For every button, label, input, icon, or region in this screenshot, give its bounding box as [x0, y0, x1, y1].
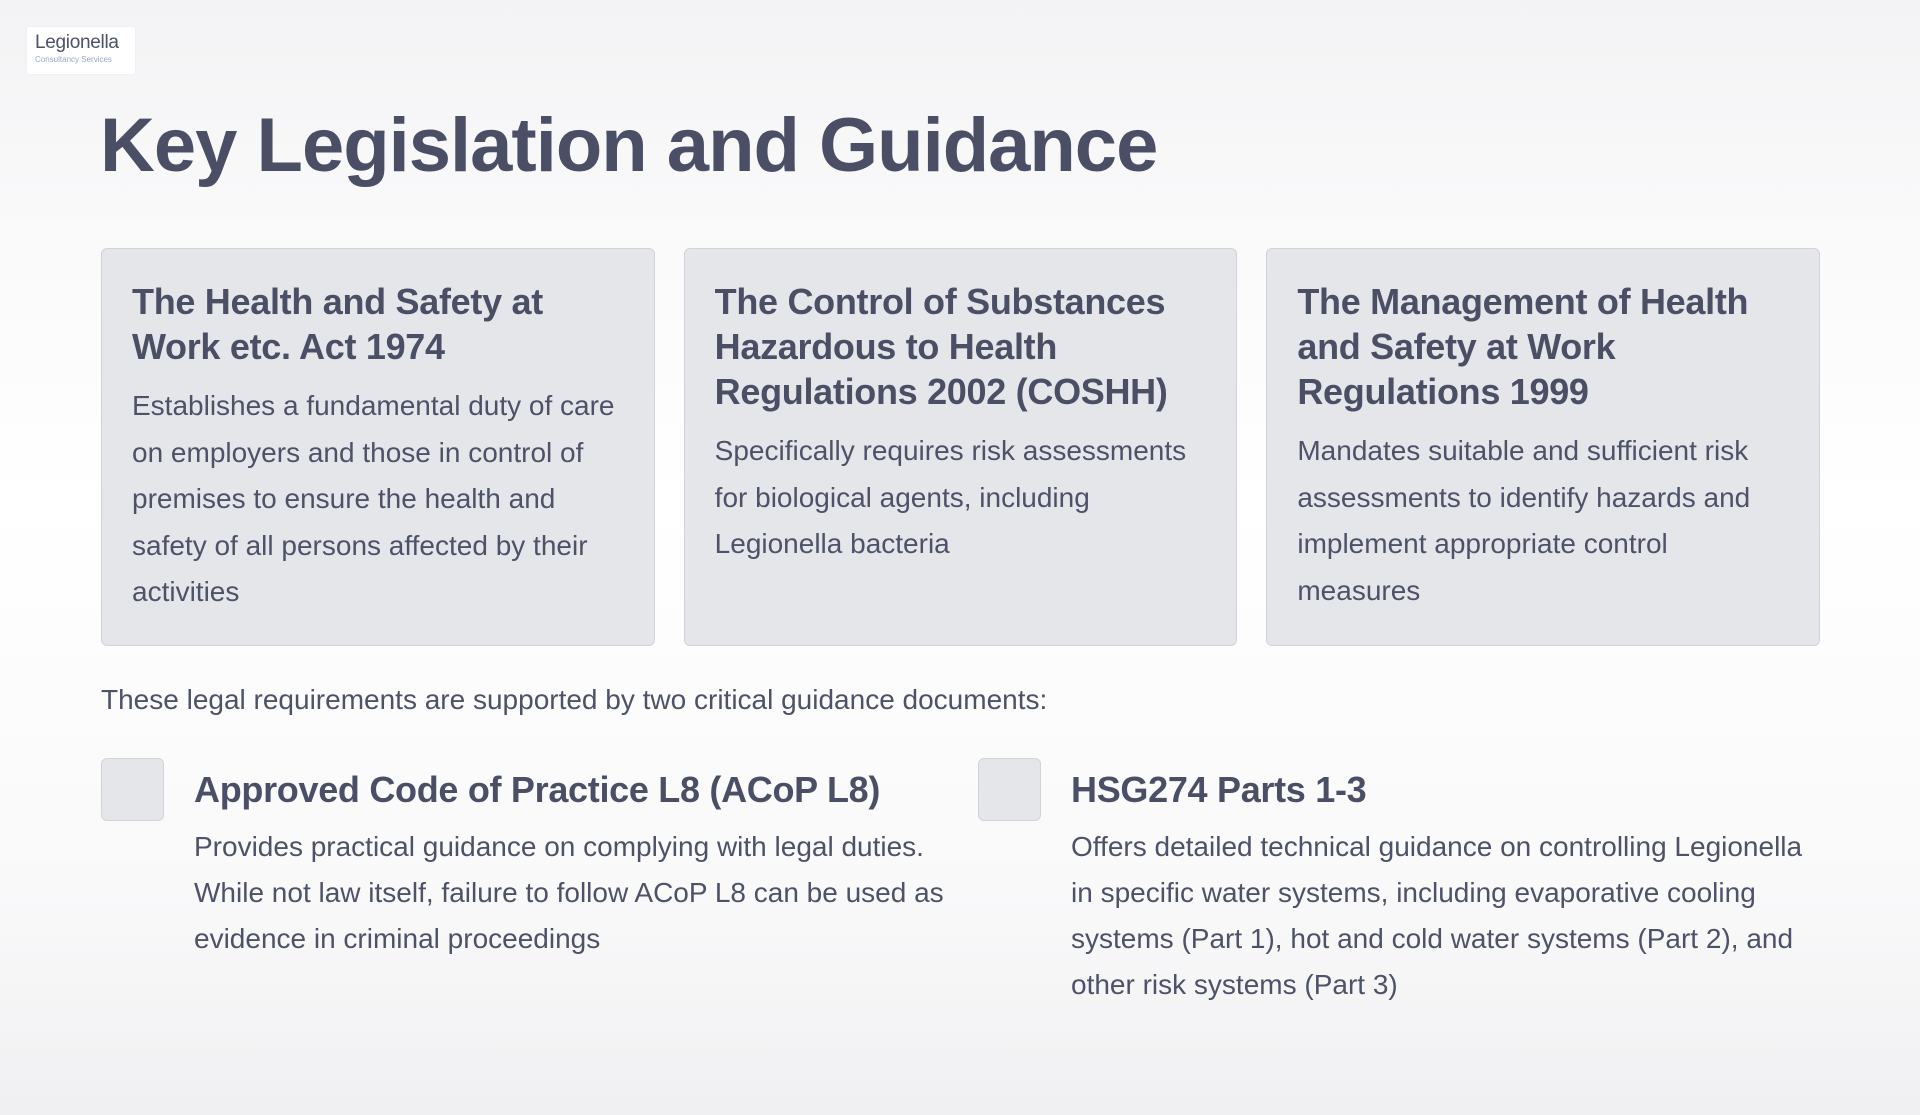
guidance-marker-box	[101, 758, 164, 821]
guidance-marker-box	[978, 758, 1041, 821]
logo-tagline: Consultancy Services	[35, 55, 112, 64]
guidance-hsg274	[978, 758, 1828, 1008]
legislation-card-coshh	[684, 248, 1238, 646]
guidance-body: Offers detailed technical guidance on controlling Legionella in specific water systems, including evaporative cooling systems (Part 1), hot and cold water systems (Part 2), and other risk systems (Part 3)	[1071, 831, 1803, 1000]
legislation-cards	[101, 248, 1820, 646]
guidance-body: Provides practical guidance on complying with legal duties. While not law itself, failure to follow ACoP L8 can be used as evidence in criminal proceedings	[194, 831, 944, 954]
legislation-card-hswa	[101, 248, 655, 646]
legislation-card-mhswr	[1266, 248, 1820, 646]
card-body: Specifically requires risk assessments for biological agents, including Legionella bacteria	[714, 435, 1187, 559]
company-logo	[27, 27, 135, 74]
guidance-acop-l8	[101, 758, 961, 962]
guidance-intro: These legal requirements are supported by two critical guidance documents:	[101, 684, 1048, 715]
page-title: Key Legislation and Guidance	[100, 103, 1158, 188]
guidance-text	[194, 758, 961, 962]
guidance-text	[1071, 758, 1828, 1008]
logo-name: Legionella	[35, 32, 119, 53]
guidance-title: Approved Code of Practice L8 (ACoP L8)	[194, 769, 881, 810]
card-title: The Management of Health and Safety at Work Regulations 1999	[1297, 281, 1749, 412]
card-body: Establishes a fundamental duty of care on employers and those in control of premises to ensure the health and safety of all persons affected by their activities	[132, 390, 615, 607]
guidance-title: HSG274 Parts 1-3	[1071, 769, 1367, 810]
card-body: Mandates suitable and sufficient risk assessments to identify hazards and implement appropriate control measures	[1297, 435, 1751, 606]
card-title: The Control of Substances Hazardous to Health Regulations 2002 (COSHH)	[714, 281, 1168, 412]
card-title: The Health and Safety at Work etc. Act 1974	[132, 281, 543, 367]
